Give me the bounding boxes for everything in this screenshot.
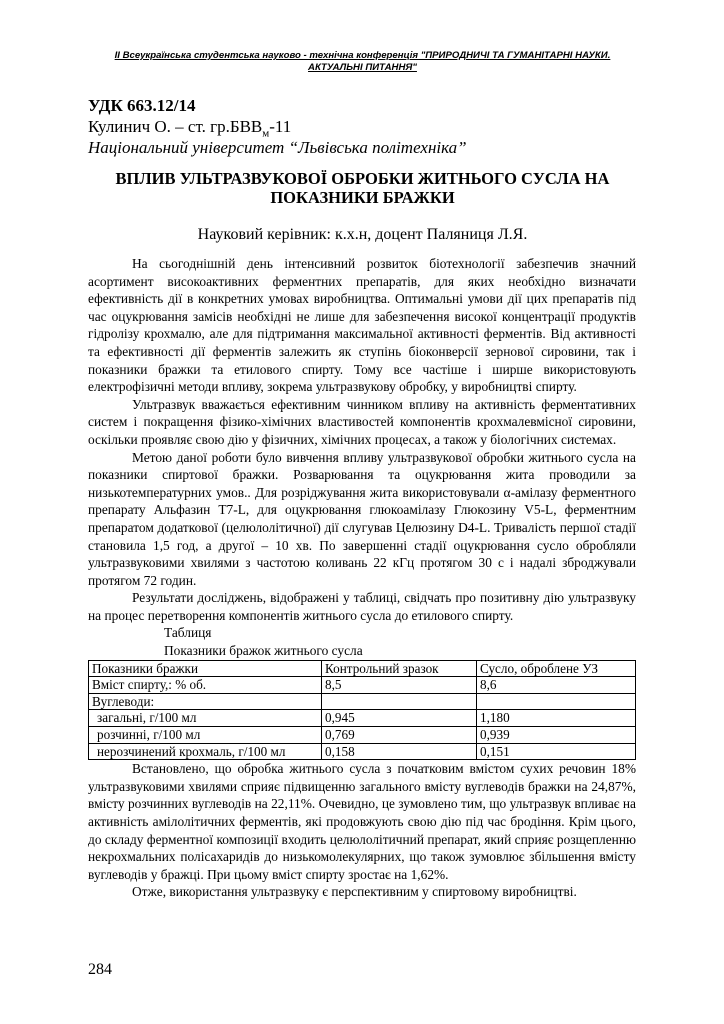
table-cell: 0,158 (322, 743, 477, 760)
table-cell: 8,6 (477, 677, 636, 694)
paragraph: Ультразвук вважається ефективним чинником впливу на активність ферментативних систем і покращення фізико-хімічних властивостей компонентів крохмалевмісної сировини, оскільки проявляє свою дію у фізичних, хімічних процесах, а також у біологічних системах. (88, 396, 636, 447)
table-cell (322, 693, 477, 710)
table-header-row (89, 660, 636, 677)
table-row (89, 727, 636, 744)
table-header-cell: Сусло, оброблене УЗ (477, 660, 636, 677)
author-group-suffix: -11 (269, 117, 292, 136)
table-cell: 0,945 (322, 710, 477, 727)
table-cell: розчинні, г/100 мл (89, 727, 322, 744)
table-caption: Показники бражок житнього сусла (164, 643, 363, 659)
conference-header: II Всеукраїнська студентська науково - технічна конференція "ПРИРОДНИЧІ ТА ГУМАНІТАРНІ НАУКИ. АКТУАЛЬНІ ПИТАННЯ" (114, 50, 611, 73)
paper-body (88, 255, 636, 901)
author-line (88, 117, 291, 139)
table-cell: нерозчинений крохмаль, г/100 мл (89, 743, 322, 760)
table-row (89, 677, 636, 694)
page-number: 284 (88, 961, 112, 978)
table-row (89, 693, 636, 710)
table-cell: 0,151 (477, 743, 636, 760)
paper-title: ВПЛИВ УЛЬТРАЗВУКОВОЇ ОБРОБКИ ЖИТНЬОГО СУСЛА НА ПОКАЗНИКИ БРАЖКИ (115, 169, 610, 207)
table-row (89, 743, 636, 760)
table-header-cell: Контрольний зразок (322, 660, 477, 677)
table-cell: загальні, г/100 мл (89, 710, 322, 727)
table-label: Таблиця (164, 625, 212, 641)
table-cell: 0,769 (322, 727, 477, 744)
paragraph: Встановлено, що обробка житнього сусла з початковим вмістом сухих речовин 18% ультразвуковими хвилями сприяє підвищенню загального вмісту вуглеводів бражки на 24,87%, вмісту розчинних вуглеводів на 22,11%. Очевидно, це зумовлено тим, що ультразвук впливає на активність амілолітичних ферментів, які продовжують свою дію під час бродіння. Крім цього, до складу ферментної композиції входить целюлолітичний препарат, який сприяє розщепленню некрохмальних полісахаридів до низькомолекулярних, що також зумовлює збільшення вмісту вуглеводів у бражці. При цьому вміст спирту зростає на 1,62%. (88, 761, 636, 882)
paragraph: На сьогоднішній день інтенсивний розвиток біотехнології забезпечив значний асортимент високоактивних ферментних препаратів, для яких необхідно визначати ефективність дії в конкретних умовах виробництва. Оптимальні умови дії цих препаратів під час оцукрювання замісів необхідні не лише для забезпечення високої концентрації продуктів гідролізу крохмалю, але для підтримання максимальної активності ферментів. Від активності та ефективності дії ферментів залежить як ступінь біоконверсії зернової сировини, так і показники бражки та етилового спирту. Тому все частіше і ширше використовують електрофізичні методи впливу, зокрема ультразвукову обробку, у виробництві спирту. (88, 256, 636, 395)
paragraph: Метою даної роботи було вивчення впливу ультразвукової обробки житнього сусла на показники спиртової бражки. Розварювання та оцукрювання жита проводили за низькотемпературних умов.. Для розріджування жита використовували α-амілазу ферментного препарату Альфазин Т7-L, для оцукрювання глюкоамілазу Глюкозину V5-L, ферментним препаратом додаткової (целюлолітичної) дії слугував Целюзину D4-L. Тривалість першої стадії становила 1,5 год, а другої – 10 хв. По завершенні стадії оцукрювання сусло обробляли ультразвуковими хвилями з частотою коливань 22 кГц протягом 30 с і надалі зброджували протягом 72 годин. (88, 449, 636, 588)
table-cell: Вуглеводи: (89, 693, 322, 710)
table-cell: 1,180 (477, 710, 636, 727)
table-cell (477, 693, 636, 710)
udk-code: УДК 663.12/14 (88, 96, 196, 115)
author-group-subscript: м (262, 127, 270, 140)
supervisor: Науковий керівник: к.х.н, доцент Паляниця Л.Я. (197, 226, 528, 243)
author-name: Кулинич О. – ст. гр.БВВ (88, 117, 263, 136)
results-table (88, 660, 636, 761)
table-header-cell: Показники бражки (89, 660, 322, 677)
paragraph: Результати досліджень, відображені у таблиці, свідчать про позитивну дію ультразвуку на процес перетворення компонентів житнього сусла до етилового спирту. (88, 590, 636, 623)
paragraph: Отже, використання ультразвуку є перспективним у спиртовому виробництві. (132, 884, 577, 900)
table-cell: Вміст спирту,: % об. (89, 677, 322, 694)
table-row (89, 710, 636, 727)
table-cell: 0,939 (477, 727, 636, 744)
university: Національний університет “Львівська політехніка” (88, 138, 467, 157)
table-cell: 8,5 (322, 677, 477, 694)
